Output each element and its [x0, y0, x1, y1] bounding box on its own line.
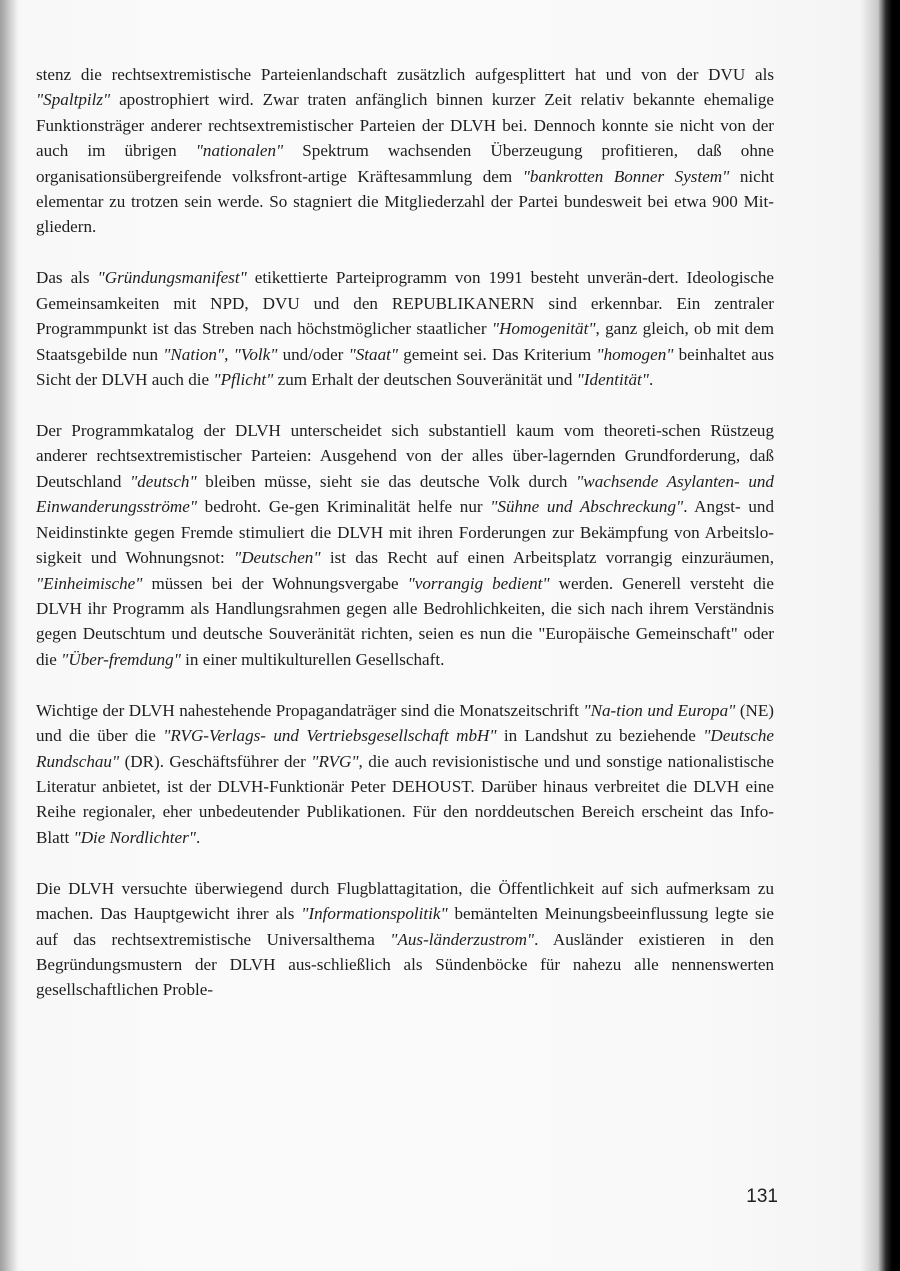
quoted-term: "Einheimische"	[36, 573, 143, 593]
quoted-term: "Volk"	[233, 344, 278, 364]
quoted-term: "bankrotten Bonner System"	[522, 166, 730, 186]
quoted-term: "homogen"	[596, 344, 674, 364]
quoted-term: "Na-tion und Europa"	[583, 700, 736, 720]
text-run: . Ausländer existieren in den Begründungsmustern der DLVH aus-schließlich als Sündenböcke für nahezu alle nennenswerten gesellschaftlichen Proble-	[36, 929, 774, 1000]
text-run: nicht elementar zu trotzen sein werde. So stagniert die Mitgliederzahl der Partei bundesweit bei etwa 900 Mit-gliedern.	[36, 166, 775, 237]
text-run: .	[648, 370, 654, 390]
text-run: in einer multikulturellen Gesellschaft.	[180, 649, 445, 669]
text-run: stenz die rechtsextremistische Parteienlandschaft zusätzlich aufgesplittert hat und von der DVU als	[36, 65, 774, 84]
quoted-term: "RVG"	[311, 751, 359, 771]
quoted-term: "Staat"	[348, 344, 399, 364]
quoted-term: "Deutsche Rundschau"	[36, 726, 774, 771]
quoted-term: "Identität"	[576, 370, 649, 390]
quoted-term: "Gründungsmanifest"	[97, 268, 247, 288]
body-text	[36, 62, 774, 1003]
text-run: (NE) und die über die	[36, 700, 774, 746]
quoted-term: "deutsch"	[130, 471, 197, 491]
quoted-term: "vorrangig bedient"	[407, 573, 550, 593]
gutter-shadow	[0, 0, 18, 1271]
quoted-term: "Deutschen"	[234, 548, 321, 568]
quoted-term: "Pflicht"	[213, 370, 274, 390]
text-run: etikettierte Parteiprogramm von 1991 besteht unverän-dert. Ideologische Gemeinsamkeiten mit NPD, DVU und den REPUBLIKANERN sind erkennbar. Ein zentraler Programmpunkt ist das Streben nach höchstmöglicher staatlicher	[36, 268, 774, 339]
text-run: beinhaltet aus Sicht der DLVH auch die	[36, 344, 775, 390]
text-run: und/oder	[277, 344, 349, 364]
quoted-term: "Über-fremdung"	[61, 649, 181, 669]
quoted-term: "Nation"	[163, 344, 225, 364]
quoted-term: "Homogenität"	[491, 319, 596, 339]
text-run: (DR). Geschäftsführer der	[119, 751, 312, 771]
paragraph	[36, 698, 774, 850]
text-run: müssen bei der Wohnungsvergabe	[142, 573, 408, 593]
text-run: Wichtige der DLVH nahestehende Propagandaträger sind die Monatszeitschrift	[36, 700, 584, 720]
text-run: in Landshut zu beziehende	[496, 726, 704, 746]
text-run: ist das Recht auf einen Arbeitsplatz vorrangig einzuräumen,	[320, 548, 774, 568]
paragraph	[36, 876, 774, 1003]
quoted-term: "nationalen"	[195, 141, 284, 161]
text-run: bleiben müsse, sieht sie das deutsche Volk durch	[196, 471, 577, 491]
text-run: . Angst- und Neidinstinkte gegen Fremde stimuliert die DLVH mit ihren Forderungen zur Bekämpfung von Arbeitslo-sigkeit und Wohnungsnot:	[36, 497, 775, 568]
text-run: , die auch revisionistische und und sonstige nationalistische Literatur anbietet, ist der DLVH-Funktionär Peter DEHOUST. Darüber hinaus verbreitet die DLVH eine Reihe regionaler, eher unbedeutender Publikationen. Für den norddeutschen Bereich erscheint das Info-Blatt	[36, 751, 774, 847]
text-run: bedroht. Ge-gen Kriminalität helfe nur	[197, 497, 491, 517]
text-run: gemeint sei. Das Kriterium	[398, 344, 597, 364]
quoted-term: "Spaltpilz"	[36, 90, 111, 110]
text-run: werden. Generell versteht die DLVH ihr Programm als Handlungsrahmen gegen alle Bedrohlichkeiten, die sich nach ihrem Verständnis gegen Deutschtum und deutsche Souveränität richten, seien es nun die "Europäische Gemeinschaft" oder die	[36, 573, 774, 669]
text-run: Spektrum wachsenden Überzeugung profitieren, daß ohne organisationsübergreifende volksfront-artige Kräftesammlung dem	[36, 141, 775, 186]
quoted-term: "wachsende Asylanten- und Einwanderungsströme"	[36, 471, 774, 517]
text-run: .	[195, 827, 201, 847]
paragraph	[36, 265, 774, 392]
quoted-term: "Informationspolitik"	[301, 904, 448, 924]
text-run: apostrophiert wird. Zwar traten anfänglich binnen kurzer Zeit relativ bekannte ehemalige Funktionsträger anderer rechtsextremistischer Parteien der DLVH bei. Dennoch konnte sie nicht von der auch im übrigen	[36, 90, 774, 161]
quoted-term: "Sühne und Abschreckung"	[490, 497, 684, 517]
text-run: , ganz gleich, ob mit dem Staatsgebilde nun	[36, 319, 774, 364]
page-number: 131	[746, 1186, 778, 1207]
paragraph	[36, 62, 774, 240]
paragraph	[36, 418, 774, 672]
text-run: Das als	[36, 268, 98, 288]
text-run: Die DLVH versuchte überwiegend durch Flugblattagitation, die Öffentlichkeit auf sich aufmerksam zu machen. Das Hauptgewicht ihrer als	[36, 878, 774, 924]
text-run: Der Programmkatalog der DLVH unterscheidet sich substantiell kaum vom theoreti-schen Rüstzeug anderer rechtsextremistischer Parteien: Ausgehend von der alles über-lagernden Grundforderung, daß Deutschland	[36, 421, 774, 491]
quoted-term: "Die Nordlichter"	[73, 827, 196, 847]
text-run: bemäntelten Meinungsbeeinflussung legte sie auf das rechtsextremistische Universalthema	[36, 904, 774, 949]
text-run: zum Erhalt der deutschen Souveränität und	[273, 370, 577, 390]
quoted-term: "Aus-länderzustrom"	[390, 929, 535, 949]
text-run: ,	[224, 344, 234, 364]
quoted-term: "RVG-Verlags- und Vertriebsgesellschaft mbH"	[163, 726, 497, 746]
